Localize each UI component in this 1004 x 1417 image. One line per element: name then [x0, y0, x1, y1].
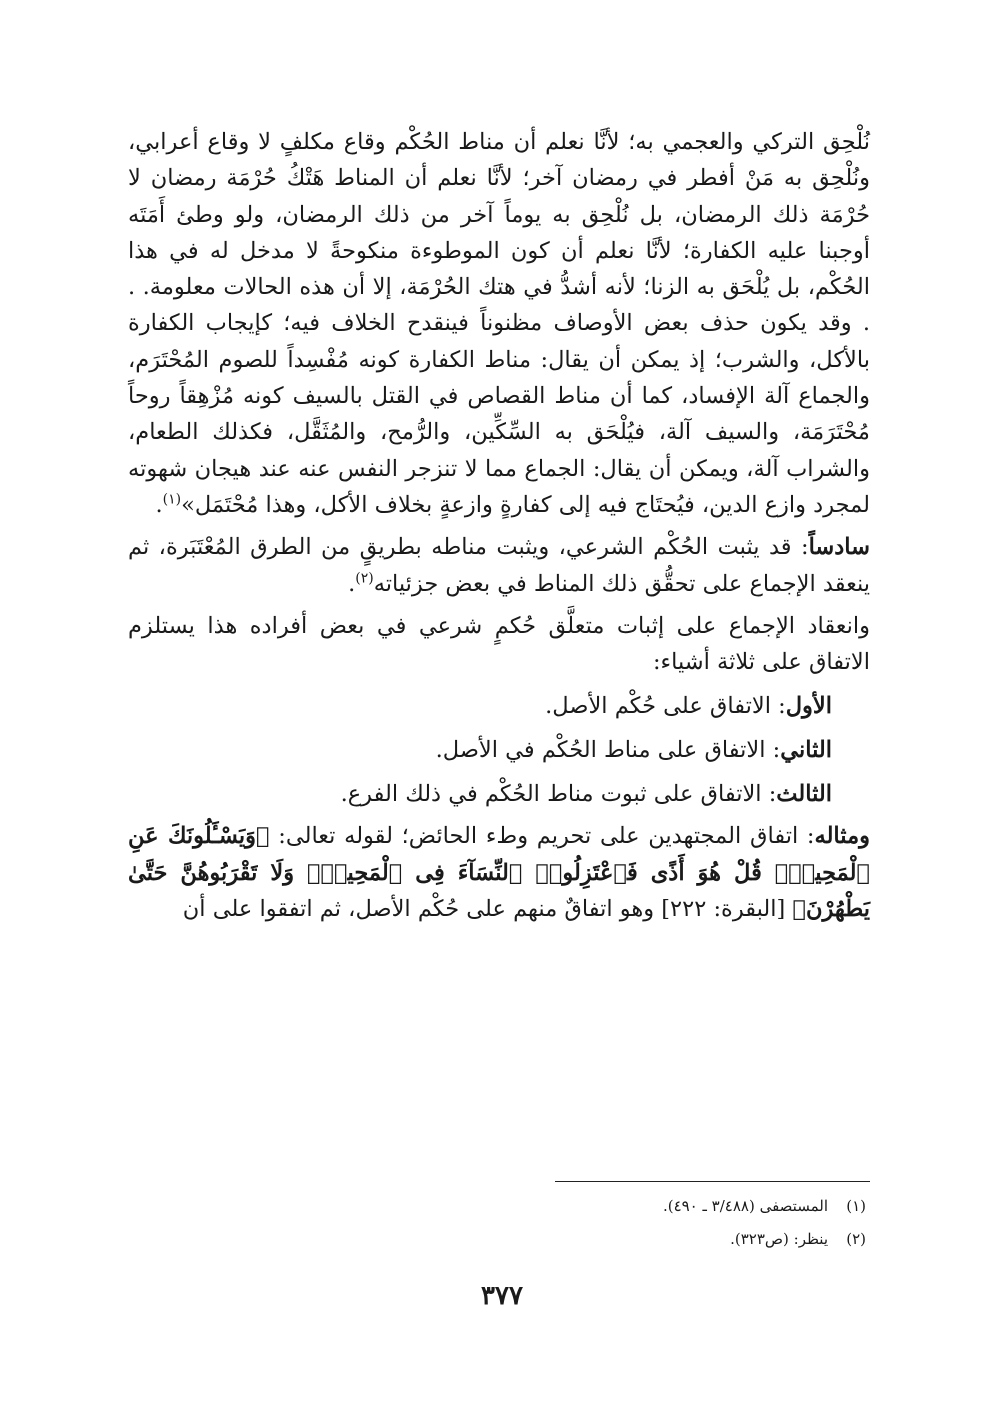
- item-third: الثالث: الاتفاق على ثبوت مناط الحُكْم في ذلك الفرع.: [340, 781, 832, 808]
- paragraph-3: وانعقاد الإجماع على إثبات متعلَّق حُكمٍ شرعي في بعض أفراده هذا يستلزم الاتفاق على ثلاثة أشياء:: [128, 612, 870, 676]
- paragraph-2: سادساً: قد يثبت الحُكْم الشرعي، ويثبت مناطه بطريقٍ من الطرق المُعْتَبَرة، ثم ينعقد الإجماع على تحقُّق ذلك المناط في بعض جزئياته$^{(٢)}$.: [128, 534, 870, 597]
- footnotes: [555, 1190, 870, 1256]
- footnote-divider: [555, 1181, 870, 1182]
- quran-verse: ﴿وَيَسْـَٔلُونَكَ عَنِ ٱلْمَحِيضِۖ قُلْ هُوَ أَذًى فَٱعْتَزِلُوا۟ ٱلنِّسَآءَ فِى ٱلْمَحِيضِۖ وَلَا تَقْرَبُوهُنَّ حَتَّىٰ يَطْهُرْنَ﴾: [128, 823, 870, 923]
- footnote-ref-2[interactable]: (٢): [355, 570, 374, 587]
- footnote-ref-1[interactable]: (١): [162, 491, 182, 508]
- paragraph-1: نُلْحِق التركي والعجمي به؛ لأنَّا نعلم أن مناط الحُكْم وقاع مكلفٍ لا وقاع أعرابي، ونُلْحِق به مَنْ أفطر في رمضان آخر؛ لأنَّا نعلم أن المناط هَتْكُ حُرْمَة رمضان لا حُرْمَة ذلك الرمضان، بل نُلْحِق به يوماً آخر من ذلك الرمضان، ولو وطئ أَمَتَه أوجبنا عليه الكفارة؛ لأنَّا نعلم أن كون الموطوءة منكوحةً لا مدخل له في هذا الحُكْم، بل يُلْحَق به الزنا؛ لأنه أشدُّ في هتك الحُرْمَة، إلا أن هذه الحالات معلومة. . . وقد يكون حذف بعض الأوصاف مظنوناً فينقدح الخلاف فيه؛ كإيجاب الكفارة بالأكل، والشرب؛ إذ يمكن أن يقال: مناط الكفارة كونه مُفْسِداً للصوم المُحْتَرَم، والجماع آلة الإفساد، كما أن مناط القصاص في القتل بالسيف كونه مُزْهِقاً روحاً مُحْتَرَمَة، والسيف آلة، فيُلْحَق به السِّكِّين، والرُّمح، والمُثَقَّل، فكذلك الطعام، والشراب آلة، ويمكن أن يقال: الجماع مما لا تنزجر النفس عنه عند هيجان شهوته لمجرد وازع الدين، فيُحتَاج فيه إلى كفارةٍ وازعةٍ بخلاف الأكل، وهذا مُحْتَمَل»$^{(١)}$.: [128, 129, 870, 518]
- footnote-2: (٢)ينظر: (ص٣٢٣).: [730, 1230, 866, 1248]
- main-text: [128, 124, 870, 933]
- item-first: الأول: الاتفاق على حُكْم الأصل.: [545, 693, 832, 720]
- heading-sixth: سادساً: [808, 534, 870, 561]
- item-second: الثاني: الاتفاق على مناط الحُكْم في الأصل.: [435, 737, 832, 764]
- footnote-1: (١)المستصفى (٣/٤٨٨ ـ ٤٩٠).: [662, 1197, 866, 1215]
- paragraph-4: ومثاله: اتفاق المجتهدين على تحريم وطء الحائض؛ لقوله تعالى: ﴿وَيَسْـَٔلُونَكَ عَنِ ٱلْمَحِيضِۖ قُلْ هُوَ أَذًى فَٱعْتَزِلُوا۟ ٱلنِّسَآءَ فِى ٱلْمَحِيضِۖ وَلَا تَقْرَبُوهُنَّ حَتَّىٰ يَطْهُرْنَ﴾ [البقرة: ٢٢٢] وهو اتفاقٌ منهم على حُكْم الأصل، ثم اتفقوا على أن: [128, 823, 870, 923]
- page-number: ٣٧٧: [481, 1281, 523, 1311]
